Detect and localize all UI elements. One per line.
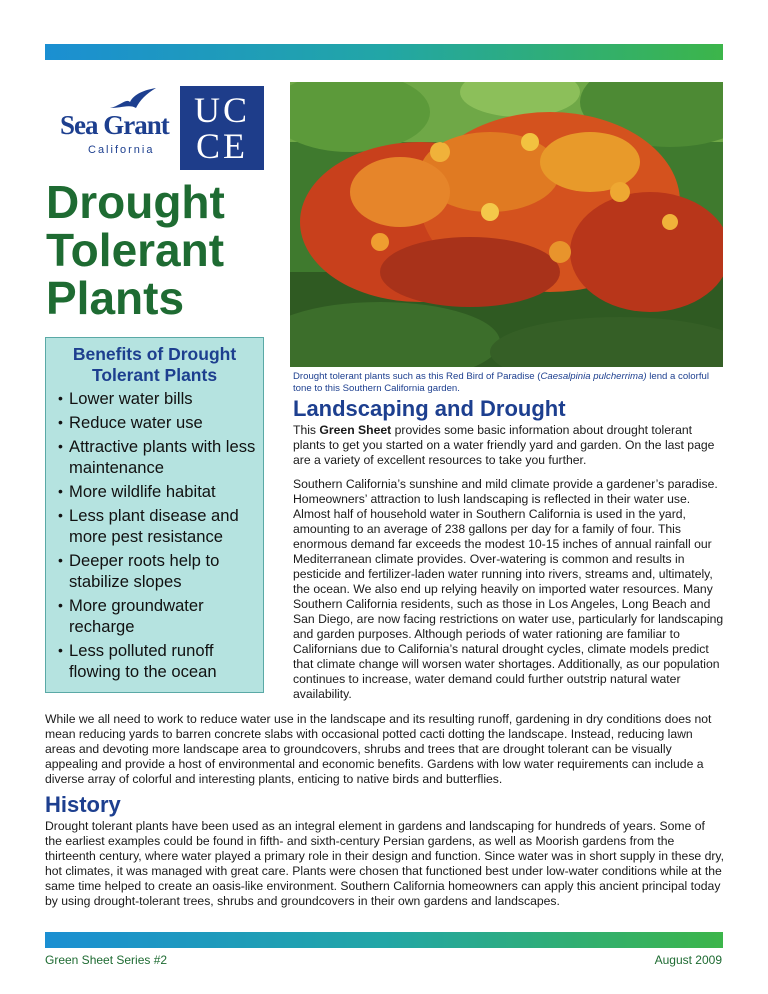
benefits-list — [46, 388, 263, 682]
sea-grant-logo — [60, 88, 178, 162]
footer-series: Green Sheet Series #2 — [45, 953, 168, 967]
benefit-text: Attractive plants with less maintenance — [69, 437, 256, 477]
bullet-icon: • — [58, 597, 63, 613]
intro-text: provides some basic information about drought tolerant plants to get you started on a water friendly yard and garden. On the last page are a variety of excellent resources to take you further. — [293, 423, 715, 467]
benefit-text: Less polluted runoff flowing to the ocean — [69, 641, 217, 681]
caption-species-name: Caesalpinia pulcherrima) — [540, 371, 647, 382]
benefit-item — [58, 481, 265, 502]
benefit-item — [58, 412, 265, 433]
ucce-logo — [180, 86, 264, 170]
title-line: Plants — [46, 272, 185, 324]
bird-of-paradise-photo — [290, 82, 723, 367]
bullet-icon: • — [58, 642, 63, 658]
bullet-icon: • — [58, 414, 63, 430]
history-paragraph: Drought tolerant plants have been used as an integral element in gardens and landscaping for hundreds of years. Some of the earliest examples could be found in fifth- and sixth-century Persian gardens, as well as Moorish gardens from the thirteenth century, where water played a primary role in their design and function. Since water was in short supply in these dry, hot climates, it was managed with great care. Plants were chosen that functioned best under low-water conditions while at the same time helped to create an oasis-like environment. Southern California homeowners can apply this ancient principal today by using drought-tolerant trees, shrubs and groundcovers in their own gardens and landscapes. — [45, 819, 725, 908]
page-title — [46, 178, 286, 322]
benefit-text: More groundwater recharge — [69, 596, 204, 636]
bullet-icon: • — [58, 483, 63, 499]
benefits-heading: Benefits of Drought Tolerant Plants — [72, 344, 237, 385]
sea-grant-subtitle: California — [88, 144, 155, 156]
bullet-icon: • — [58, 390, 63, 406]
ucce-logo-line2: CE — [195, 126, 248, 166]
top-gradient-bar — [45, 44, 723, 60]
sea-grant-wordmark: Sea Grant — [60, 110, 169, 140]
benefit-text: Lower water bills — [69, 389, 193, 408]
bullet-icon: • — [58, 552, 63, 568]
caption-text: Drought tolerant plants such as this Red Bird of Paradise ( — [293, 371, 541, 382]
body-paragraph: Southern California’s sunshine and mild climate provide a gardener’s paradise. Homeowners’ attraction to lush landscaping is reflected in their water use. Almost half of household water in Southern California is used in the yard, amounting to an average of 238 gallons per day for a family of four. This enormous demand far exceeds the modest 10-15 inches of annual rainfall our Mediterranean climate provides. Over-watering is common and results in pesticide and fertilizer-laden water running into rivers, streams and, ultimately, the ocean. We also end up relying heavily on imported water resources. Many Southern California residents, such as those in Los Angeles, Long Beach and San Diego, are now facing restrictions on water use, particularly for landscaping and garden purposes. Although periods of water rationing are familiar to Californians due to California’s natural drought cycles, climate models predict that climate change will worsen water shortages. Additionally, as our population continues to increase, water demand could further outstrip natural water availability. — [293, 477, 724, 701]
benefit-item — [58, 505, 265, 547]
bottom-gradient-bar — [45, 932, 723, 948]
title-line: Drought — [46, 176, 225, 228]
caption-text: lend a colorful tone to this Southern California garden. — [293, 371, 709, 394]
green-sheet-label: Green Sheet — [319, 423, 392, 437]
photo-caption — [293, 371, 723, 395]
ucce-logo-line1: UC — [193, 90, 250, 130]
benefit-item — [58, 595, 265, 637]
bullet-icon: • — [58, 507, 63, 523]
body-paragraph: While we all need to work to reduce water use in the landscape and its resulting runoff, gardening in dry conditions does not mean reducing yards to barren concrete slabs with occasional potted cacti dotting the landscape. Instead, reducing lawn areas and devoting more landscape area to groundcovers, shrubs and trees that are drought tolerant can be visually appealing and provide a host of environmental and economic benefits. Gardens with low water requirements can include a diverse array of colorful and interesting plants, enticing to native birds and butterflies. — [45, 712, 712, 786]
section-heading-landscaping: Landscaping and Drought — [293, 396, 566, 421]
benefits-sidebar — [45, 337, 264, 693]
benefit-text: Deeper roots help to stabilize slopes — [69, 551, 220, 591]
intro-text: This — [293, 423, 320, 437]
benefit-text: More wildlife habitat — [69, 482, 216, 501]
benefit-item — [58, 388, 265, 409]
intro-paragraph — [293, 423, 725, 468]
benefit-text: Less plant disease and more pest resistance — [69, 506, 239, 546]
benefit-item — [58, 640, 265, 682]
garden-photo-illustration — [290, 82, 723, 367]
benefit-item — [58, 550, 265, 592]
footer-date: August 2009 — [654, 953, 722, 967]
bullet-icon: • — [58, 438, 63, 454]
section-heading-history: History — [45, 792, 121, 817]
benefit-text: Reduce water use — [69, 413, 203, 432]
benefit-item — [58, 436, 265, 478]
title-line: Tolerant — [46, 224, 225, 276]
